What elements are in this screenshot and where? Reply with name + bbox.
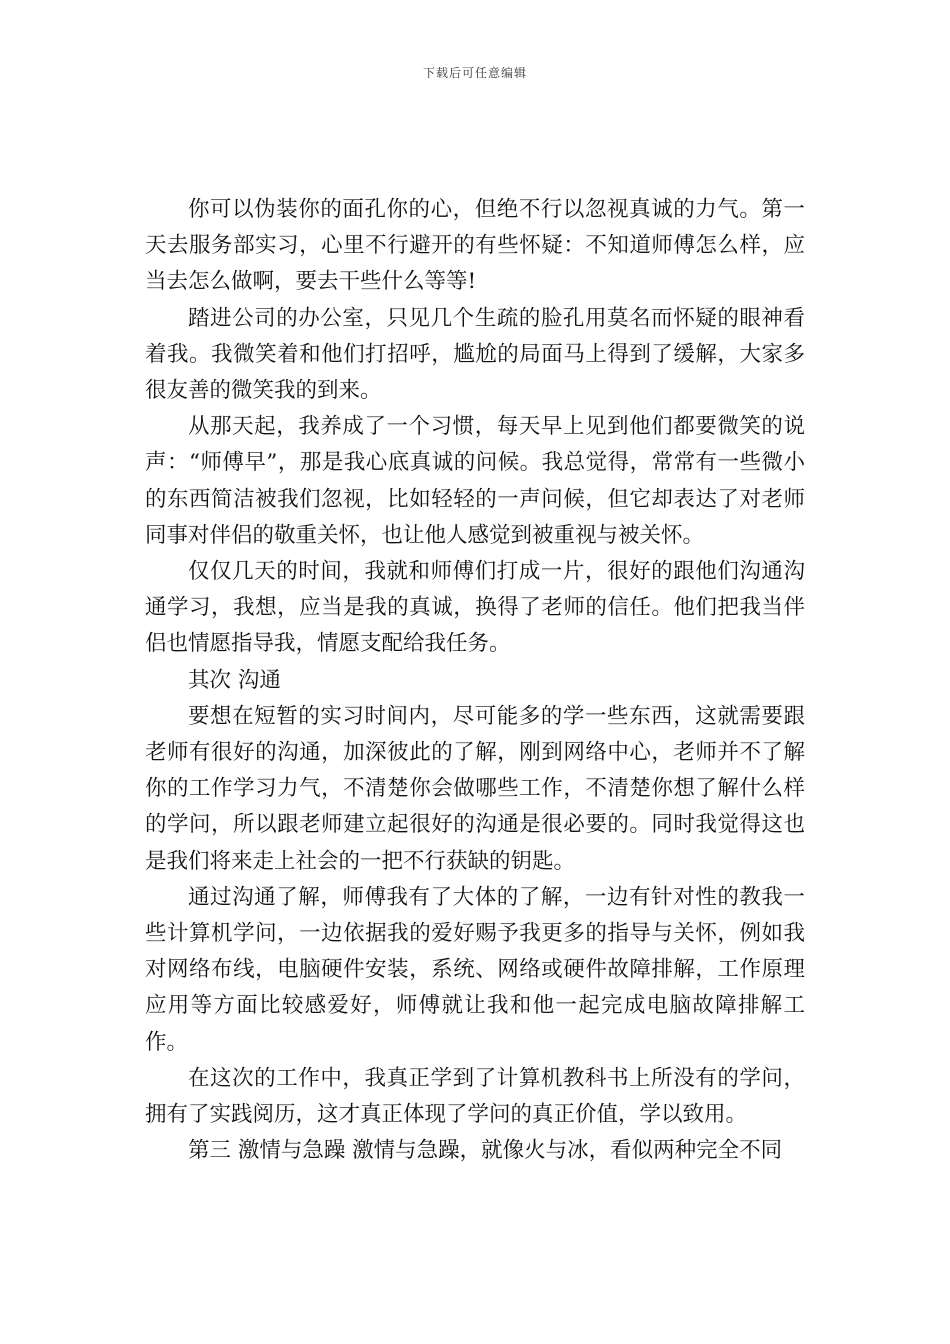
paragraph-4: 仅仅几天的时间，我就和师傅们打成一片，很好的跟他们沟通沟通学习，我想，应当是我的真诚，换得了老师的信任。他们把我当伴侣也情愿指导我，情愿支配给我任务。	[145, 559, 805, 657]
paragraph-1: 你可以伪装你的面孔你的心，但绝不行以忽视真诚的力气。第一天去服务部实习，心里不行避开的有些怀疑：不知道师傅怎么样，应当去怎么做啊，要去干些什么等等!	[145, 197, 805, 295]
header-note: 下载后可任意编辑	[422, 66, 527, 80]
document-body	[145, 192, 805, 1169]
paragraph-8: 第三 激情与急躁 激情与急躁，就像火与冰，看似两种完全不同	[188, 1138, 783, 1164]
paragraph-5: 要想在短暂的实习时间内，尽可能多的学一些东西，这就需要跟老师有很好的沟通，加深彼此的了解，刚到网络中心，老师并不了解你的工作学习力气，不清楚你会做哪些工作，不清楚你想了解什么样的学问，所以跟老师建立起很好的沟通是很必要的。同时我觉得这也是我们将来走上社会的一把不行获缺的钥匙。	[145, 703, 805, 874]
paragraph-2: 踏进公司的办公室，只见几个生疏的脸孔用莫名而怀疑的眼神看着我。我微笑着和他们打招呼，尴尬的局面马上得到了缓解，大家多很友善的微笑我的到来。	[145, 305, 805, 404]
paragraph-7: 在这次的工作中，我真正学到了计算机教科书上所没有的学问，拥有了实践阅历，这才真正体现了学问的真正价值，学以致用。	[145, 1065, 805, 1128]
paragraph-6: 通过沟通了解，师傅我有了大体的了解，一边有针对性的教我一些计算机学问，一边依据我的爱好赐予我更多的指导与关怀，例如我对网络布线，电脑硬件安装，系统、网络或硬件故障排解，工作原理应用等方面比较感爱好，师傅就让我和他一起完成电脑故障排解工作。	[145, 884, 805, 1055]
paragraph-3: 从那天起，我养成了一个习惯，每天早上见到他们都要微笑的说声：“师傅早”，那是我心底真诚的问候。我总觉得，常常有一些微小的东西简洁被我们忽视，比如轻轻的一声问候，但它却表达了对老师同事对伴侣的敬重关怀，也让他人感觉到被重视与被关怀。	[145, 414, 805, 548]
section-heading-communication: 其次 沟通	[188, 667, 281, 693]
